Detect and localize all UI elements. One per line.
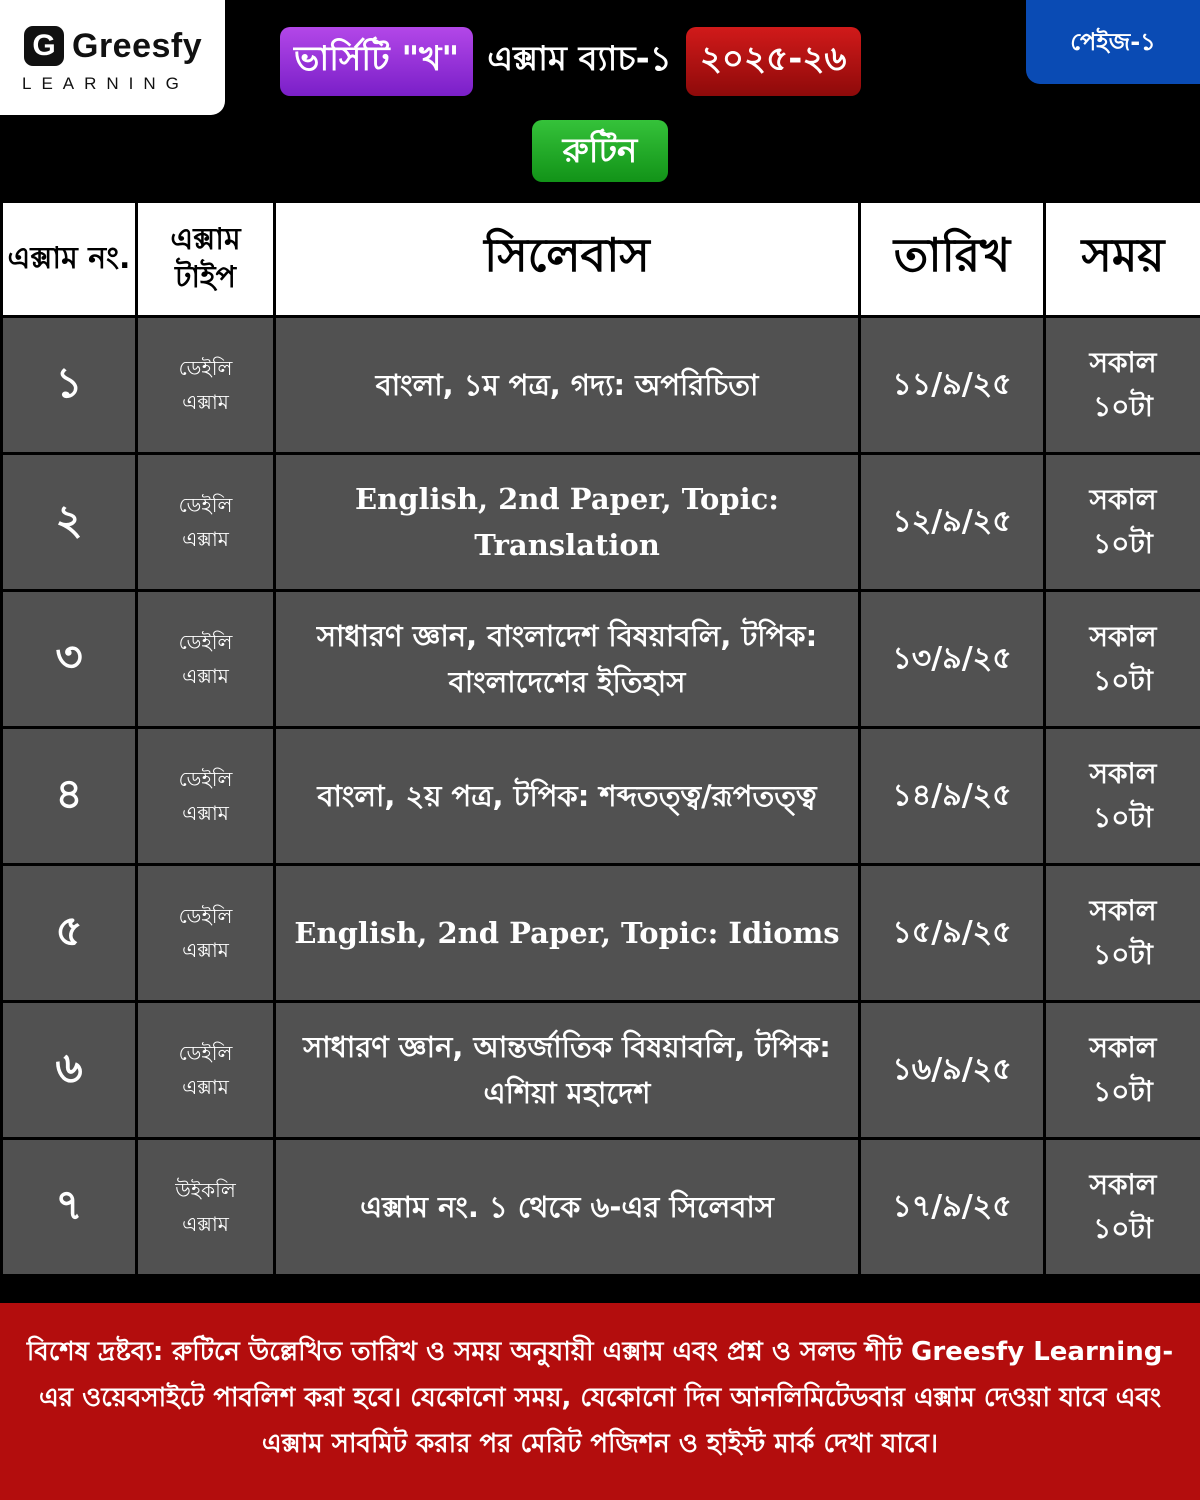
exam-syllabus: বাংলা, ২য় পত্র, টপিক: শব্দতত্ত্ব/রূপতত্ত্ব xyxy=(275,728,860,865)
exam-date: ১৫/৯/২৫ xyxy=(860,865,1045,1002)
page-title xyxy=(280,28,861,94)
exam-time: সকাল ১০টা xyxy=(1045,728,1200,865)
exam-type: উইকলি এক্সাম xyxy=(137,1139,275,1276)
exam-time: সকাল ১০টা xyxy=(1045,1002,1200,1139)
exam-date: ১৩/৯/২৫ xyxy=(860,591,1045,728)
exam-time: সকাল ১০টা xyxy=(1045,317,1200,454)
exam-number: ২ xyxy=(2,454,137,591)
table-row xyxy=(2,865,1200,1002)
page-number-badge: পেইজ-১ xyxy=(1026,0,1200,84)
exam-number: ৩ xyxy=(2,591,137,728)
exam-type: ডেইলি এক্সাম xyxy=(137,1002,275,1139)
exam-type: ডেইলি এক্সাম xyxy=(137,865,275,1002)
header xyxy=(0,0,1200,200)
table-row xyxy=(2,317,1200,454)
exam-syllabus: English, 2nd Paper, Topic: Idioms xyxy=(275,865,860,1002)
exam-number: ৭ xyxy=(2,1139,137,1276)
exam-syllabus: সাধারণ জ্ঞান, আন্তর্জাতিক বিষয়াবলি, টপিক: এশিয়া মহাদেশ xyxy=(275,1002,860,1139)
routine-label: রুটিন xyxy=(532,120,668,182)
header-date: তারিখ xyxy=(860,202,1045,317)
table-row xyxy=(2,1139,1200,1276)
exam-syllabus: বাংলা, ১ম পত্র, গদ্য: অপরিচিতা xyxy=(275,317,860,454)
exam-time: সকাল ১০টা xyxy=(1045,591,1200,728)
exam-date: ১১/৯/২৫ xyxy=(860,317,1045,454)
title-varsity-badge: ভার্সিটি "খ" xyxy=(280,27,473,96)
exam-time: সকাল ১০টা xyxy=(1045,1139,1200,1276)
title-year-badge: ২০২৫-২৬ xyxy=(686,27,861,96)
exam-number: ৪ xyxy=(2,728,137,865)
exam-number: ৬ xyxy=(2,1002,137,1139)
exam-time: সকাল ১০টা xyxy=(1045,865,1200,1002)
table-row xyxy=(2,1002,1200,1139)
exam-date: ১২/৯/২৫ xyxy=(860,454,1045,591)
exam-date: ১৪/৯/২৫ xyxy=(860,728,1045,865)
exam-date: ১৭/৯/২৫ xyxy=(860,1139,1045,1276)
routine-table xyxy=(0,200,1200,1277)
exam-syllabus: এক্সাম নং. ১ থেকে ৬-এর সিলেবাস xyxy=(275,1139,860,1276)
exam-number: ৫ xyxy=(2,865,137,1002)
header-time: সময় xyxy=(1045,202,1200,317)
exam-type: ডেইলি এক্সাম xyxy=(137,454,275,591)
table-row xyxy=(2,728,1200,865)
logo-name: Greesfy xyxy=(72,27,203,65)
table-row xyxy=(2,591,1200,728)
exam-syllabus: English, 2nd Paper, Topic: Translation xyxy=(275,454,860,591)
logo xyxy=(0,0,225,115)
logo-sub: LEARNING xyxy=(22,74,189,93)
header-exam-type: এক্সাম টাইপ xyxy=(137,202,275,317)
special-note: বিশেষ দ্রষ্টব্য: রুটিনে উল্লেখিত তারিখ ও সময় অনুযায়ী এক্সাম এবং প্রশ্ন ও সলভ শীট Greesfy Learning-এর ওয়েবসাইটে পাবলিশ করা হবে। যেকোনো সময়, যেকোনো দিন আনলিমিটেডবার এক্সাম দেওয়া যাবে এবং এক্সাম সাবমিট করার পর মেরিট পজিশন ও হাইস্ট মার্ক দেখা যাবে। xyxy=(0,1303,1200,1500)
header-syllabus: সিলেবাস xyxy=(275,202,860,317)
table-header-row xyxy=(2,202,1200,317)
exam-date: ১৬/৯/২৫ xyxy=(860,1002,1045,1139)
exam-syllabus: সাধারণ জ্ঞান, বাংলাদেশ বিষয়াবলি, টপিক: বাংলাদেশের ইতিহাস xyxy=(275,591,860,728)
exam-type: ডেইলি এক্সাম xyxy=(137,591,275,728)
exam-time: সকাল ১০টা xyxy=(1045,454,1200,591)
exam-number: ১ xyxy=(2,317,137,454)
header-exam-number: এক্সাম নং. xyxy=(2,202,137,317)
table-row xyxy=(2,454,1200,591)
logo-mark-icon: G xyxy=(24,26,64,66)
exam-type: ডেইলি এক্সাম xyxy=(137,317,275,454)
title-batch: এক্সাম ব্যাচ-১ xyxy=(487,38,672,79)
exam-type: ডেইলি এক্সাম xyxy=(137,728,275,865)
